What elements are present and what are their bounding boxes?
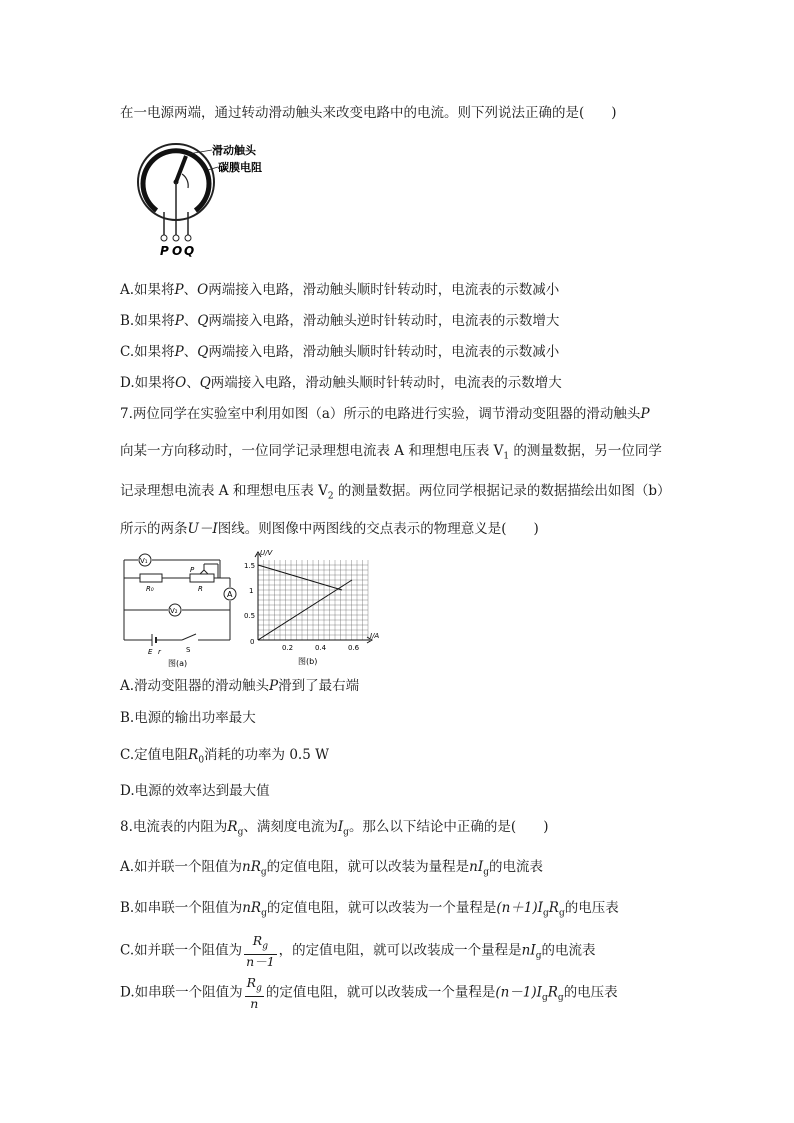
svg-text:P: P [190,566,195,574]
caption-a: 图(a) [168,659,188,668]
fraction-rg-over-n-minus-1: $\frac{R_g}{n-1}$ [246,933,275,969]
q7-option-b: B.电源的输出功率最大 [120,710,256,726]
caption-b: 图(b) [298,657,318,666]
svg-text:R: R [198,585,203,593]
rotation-arrow [182,174,188,188]
q6-stem: 在一电源两端，通过转动滑动触头来改变电路中的电流。则下列说法正确的是( ) [120,105,617,121]
q7-stem-line-3: 记录理想电流表 A 和理想电压表 $V_2$ 的测量数据。两位同学根据记录的数据描绘出如图（b） [120,483,671,502]
q8-option-c: C.如并联一个阻值为 $\frac{R_g}{n-1}$ ，的定值电阻，就可以改装成一个量程是$nI_g$的电流表 [120,933,596,969]
q8-option-b: B.如串联一个阻值为$nR_g$的定值电阻，就可以改装为一个量程是$(n+1)I_gR_g$的电压表 [120,900,619,919]
svg-text:E: E [148,648,153,656]
rheostat-r [190,574,214,582]
q8-stem: 8.电流表的内阻为$R_g$、满刻度电流为$I_g$。那么以下结论中正确的是( ) [120,819,549,838]
svg-text:r: r [158,648,161,656]
x-tick-0.4: 0.4 [315,644,327,652]
y-axis-label: U/V [260,549,273,557]
slider-arm [176,156,186,182]
y-tick-1.5: 1.5 [244,562,256,570]
y-tick-1: 1 [249,587,254,595]
q6-option-c: C.如果将P、Q两端接入电路，滑动触头顺时针转动时，电流表的示数减小 [120,344,560,360]
q6-option-d: D.如果将O、Q两端接入电路，滑动触头顺时针转动时，电流表的示数增大 [120,375,562,391]
label-carbon-film: 碳膜电阻 [218,161,262,174]
x-axis-label: I/A [370,632,380,640]
x-tick-0.2: 0.2 [282,644,294,652]
x-tick-0.6: 0.6 [348,644,360,652]
terminal-O [173,235,179,241]
q6-option-a: A.如果将P、O两端接入电路，滑动触头顺时针转动时，电流表的示数减小 [120,282,560,298]
resistor-r0 [140,574,162,582]
q7-stem-line-1: 7.两位同学在实验室中利用如图（a）所示的电路进行实验，调节滑动变阻器的滑动触头P [120,406,650,422]
svg-text:V₁: V₁ [140,557,148,565]
switch-s [182,634,196,640]
q7-stem-line-2: 向某一方向移动时，一位同学记录理想电流表 A 和理想电压表 $V_1$ 的测量数据，另一位同学 [120,443,662,462]
q6-option-b: B.如果将P、Q两端接入电路，滑动触头逆时针转动时，电流表的示数增大 [120,313,560,329]
label-slider: 滑动触头 [212,144,256,157]
terminal-Q [185,235,191,241]
q7-option-a: A.滑动变阻器的滑动触头P滑到了最右端 [120,678,360,694]
svg-text:A: A [227,590,233,599]
q8-option-d: D.如串联一个阻值为 $\frac{R_g}{n}$ 的定值电阻，就可以改装成一个量程是$(n-1)I_gR_g$的电压表 [120,975,618,1011]
fraction-rg-over-n: $\frac{R_g}{n}$ [246,975,262,1011]
label-P: P [160,244,169,258]
svg-text:S: S [186,646,191,654]
q6-rheostat-figure [130,134,290,258]
q7-option-d: D.电源的效率达到最大值 [120,783,270,799]
q8-option-a: A.如并联一个阻值为$nR_g$的定值电阻，就可以改装为量程是$nI_g$的电流表 [120,859,543,878]
q7-stem-line-4: 所示的两条U－I图线。则图像中两图线的交点表示的物理意义是( ) [120,521,539,537]
q7-option-c: C.定值电阻$R_0$消耗的功率为 0.5 W [120,747,329,766]
svg-text:R₀: R₀ [146,585,154,593]
label-Q: Q [184,244,195,258]
y-tick-0: 0 [250,638,255,646]
svg-text:V₂: V₂ [170,607,178,615]
q7-ui-graph [242,548,392,670]
y-tick-0.5: 0.5 [244,612,256,620]
terminal-P [161,235,167,241]
q7-circuit-diagram [118,548,248,670]
label-O: O [172,244,183,258]
